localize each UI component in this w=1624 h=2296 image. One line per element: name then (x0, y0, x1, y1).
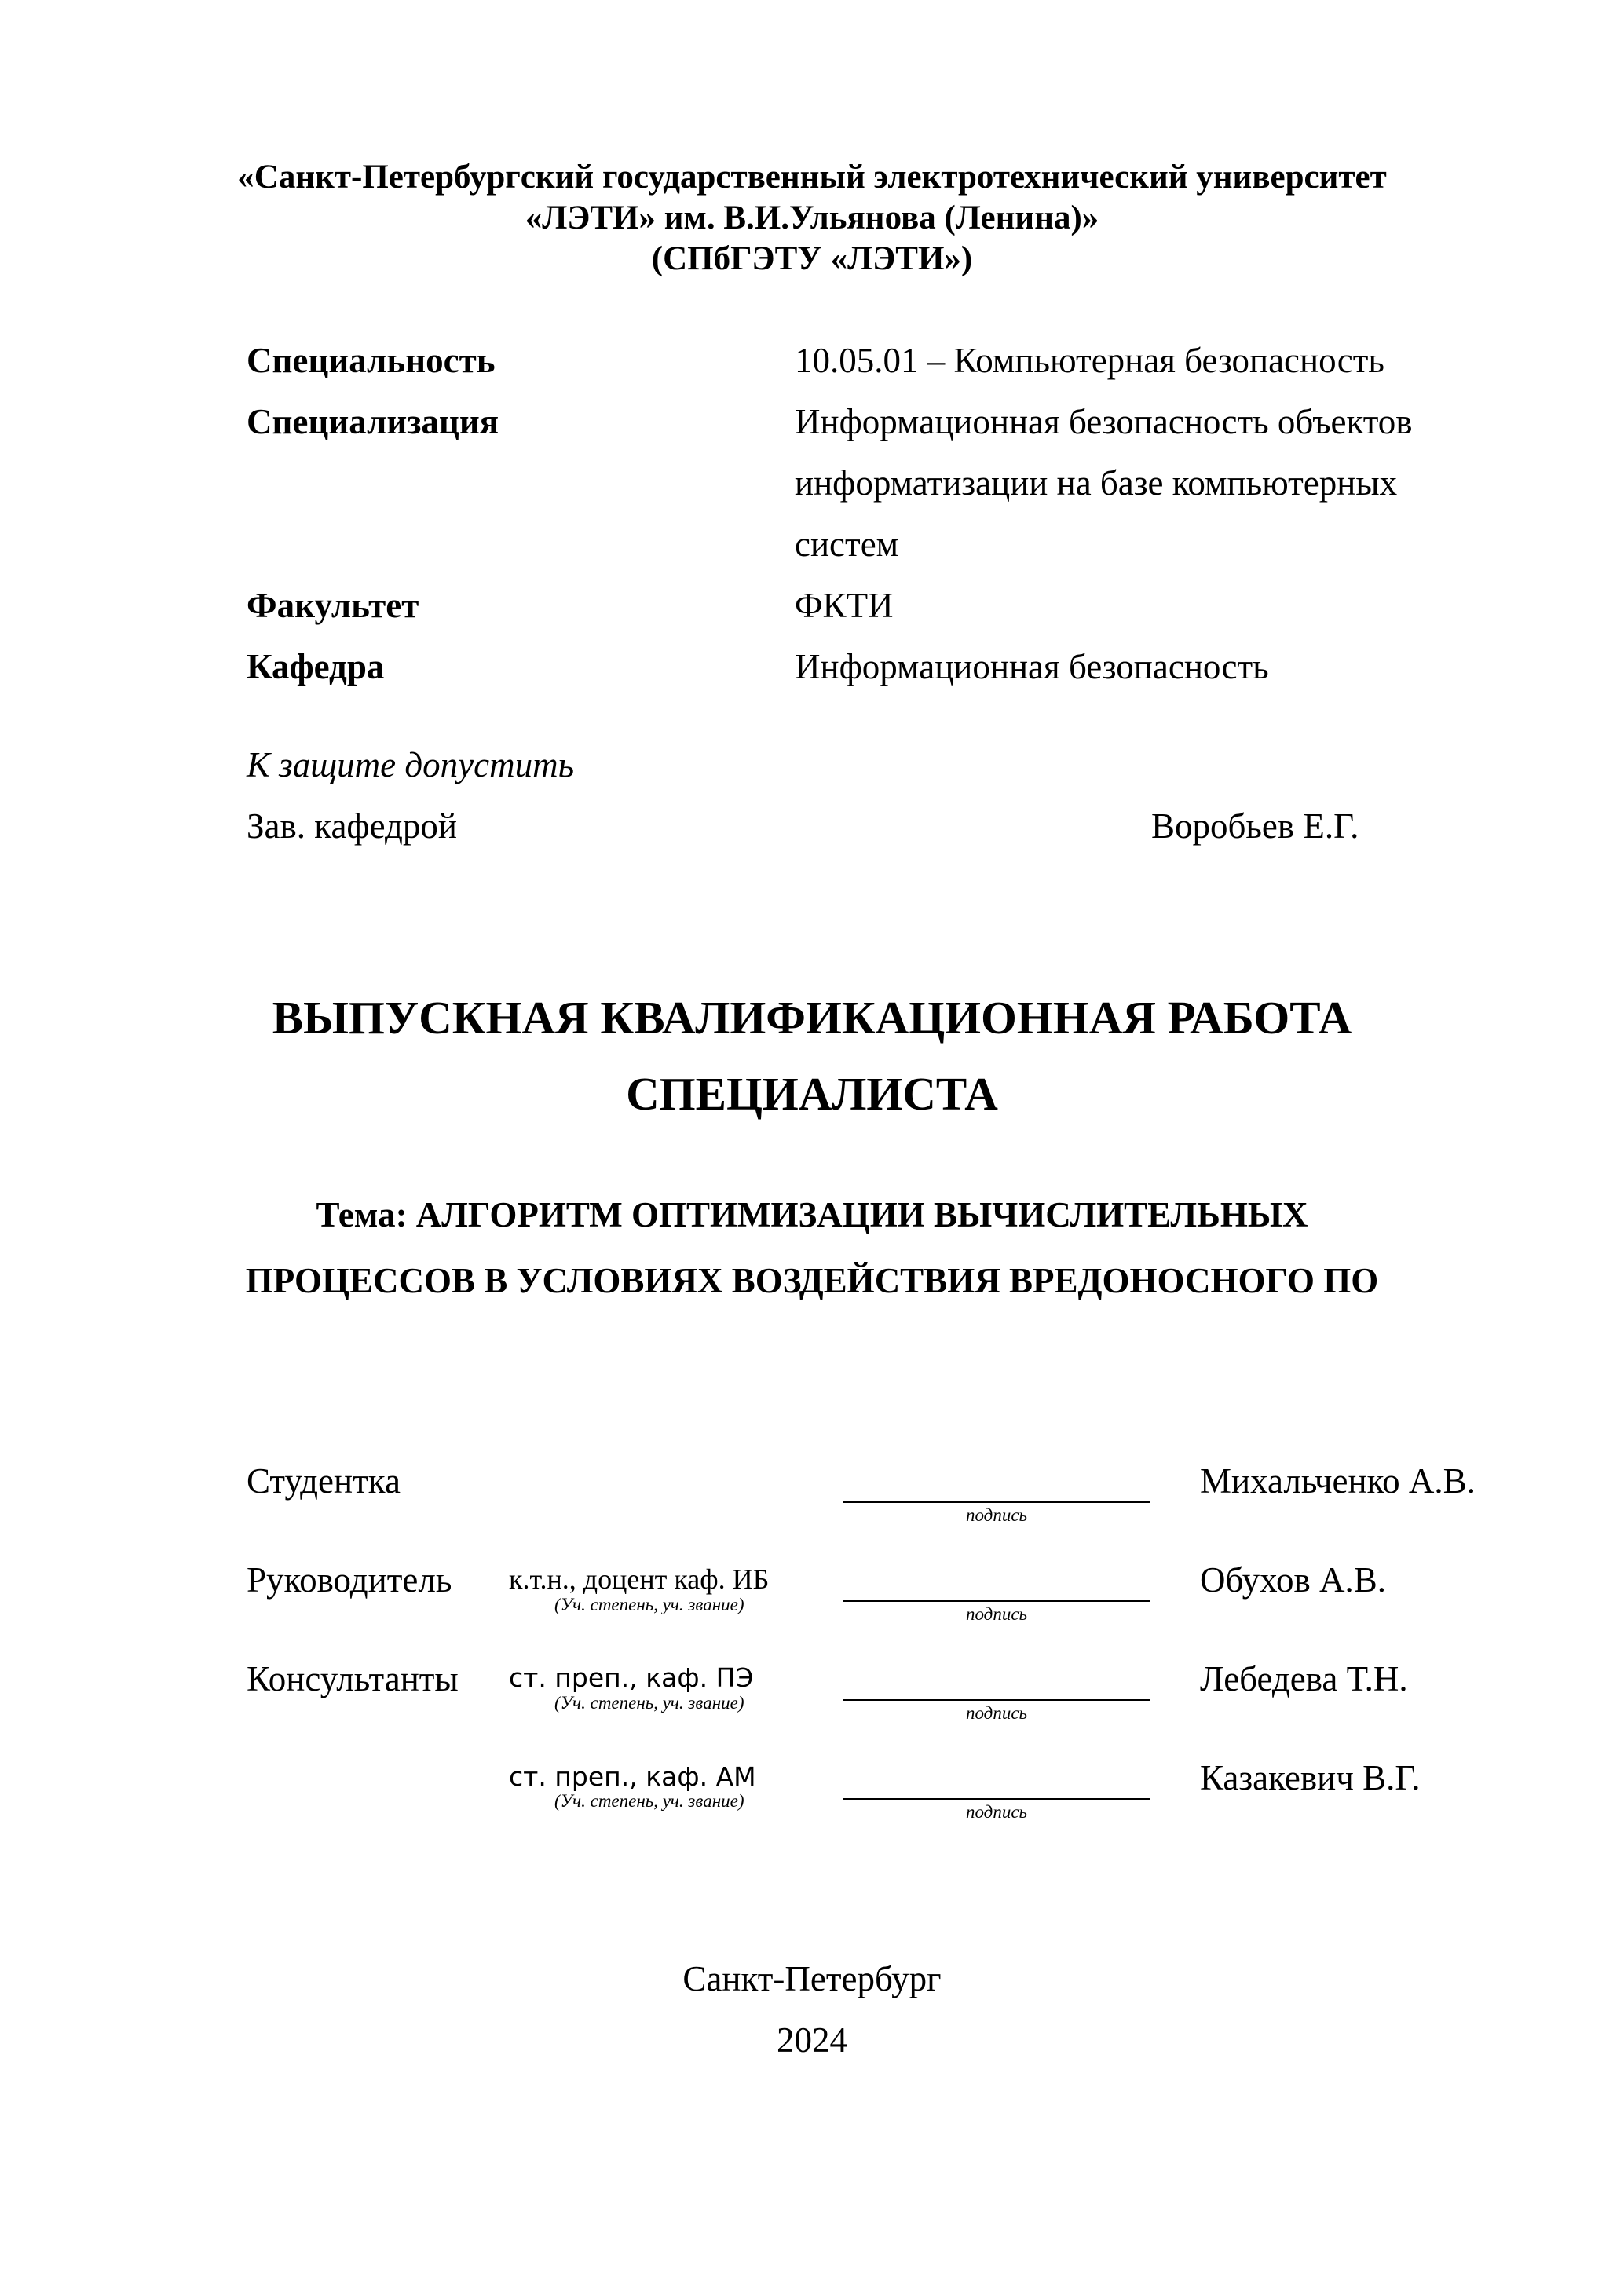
topic-line1: Тема: АЛГОРИТМ ОПТИМИЗАЦИИ ВЫЧИСЛИТЕЛЬНЫХ (316, 1195, 1308, 1234)
consultant-second-signature-caption: подпись (965, 1802, 1027, 1822)
consultant-second-degree: ст. преп., каф. АМ (509, 1761, 756, 1792)
specialty-value: 10.05.01 – Компьютерная безопасность (795, 341, 1384, 380)
supervisor-signature-caption: подпись (965, 1604, 1027, 1624)
consultant-first-degree-caption: (Уч. степень, уч. звание) (554, 1693, 744, 1713)
consultant-first-name: Лебедева Т.Н. (1200, 1659, 1408, 1698)
consultant-second-name: Казакевич В.Г. (1200, 1758, 1421, 1797)
topic-line2: ПРОЦЕССОВ В УСЛОВИЯХ ВОЗДЕЙСТВИЯ ВРЕДОНОСНОГО ПО (245, 1261, 1379, 1300)
student-signature-line (843, 1501, 1150, 1503)
head-of-department-label: Зав. кафедрой (247, 806, 457, 846)
student-signature-caption: подпись (965, 1505, 1027, 1525)
department-label: Кафедра (247, 647, 385, 686)
document-title-line1: ВЫПУСКНАЯ КВАЛИФИКАЦИОННАЯ РАБОТА (272, 992, 1352, 1044)
department-value: Информационная безопасность (795, 647, 1269, 686)
consultant-second-signature-line (843, 1798, 1150, 1800)
student-name: Михальченко А.В. (1200, 1461, 1476, 1501)
consultant-first-signature-caption: подпись (965, 1703, 1027, 1723)
university-name-line1: «Санкт-Петербургский государственный электротехнический университет (237, 159, 1387, 196)
footer-city: Санкт-Петербург (682, 1959, 942, 1998)
supervisor-role-label: Руководитель (247, 1560, 452, 1600)
specialization-value-line3: систем (795, 525, 899, 564)
supervisor-degree-caption: (Уч. степень, уч. звание) (554, 1595, 744, 1614)
university-name-line2: «ЛЭТИ» им. В.И.Ульянова (Ленина)» (525, 199, 1099, 236)
supervisor-signature-line (843, 1600, 1150, 1602)
student-role-label: Студентка (247, 1461, 401, 1501)
specialization-value-line2: информатизации на базе компьютерных (795, 463, 1398, 503)
specialty-label: Специальность (247, 341, 496, 380)
supervisor-name: Обухов А.В. (1200, 1560, 1386, 1600)
faculty-value: ФКТИ (795, 586, 894, 625)
faculty-label: Факультет (247, 586, 419, 625)
consultant-first-degree: ст. преп., каф. ПЭ (509, 1662, 754, 1693)
university-abbreviation: (СПбГЭТУ «ЛЭТИ») (651, 240, 973, 277)
specialization-label: Специализация (247, 402, 499, 441)
consultant-second-degree-caption: (Уч. степень, уч. звание) (554, 1791, 744, 1811)
supervisor-degree: к.т.н., доцент каф. ИБ (509, 1563, 770, 1595)
document-title-line2: СПЕЦИАЛИСТА (626, 1068, 998, 1120)
consultants-role-label: Консультанты (247, 1659, 459, 1698)
consultant-first-signature-line (843, 1699, 1150, 1701)
head-of-department-name: Воробьев Е.Г. (1151, 806, 1359, 846)
admit-to-defense-text: К защите допустить (247, 745, 575, 784)
footer-year: 2024 (777, 2020, 847, 2060)
specialization-value-line1: Информационная безопасность объектов (795, 402, 1413, 441)
